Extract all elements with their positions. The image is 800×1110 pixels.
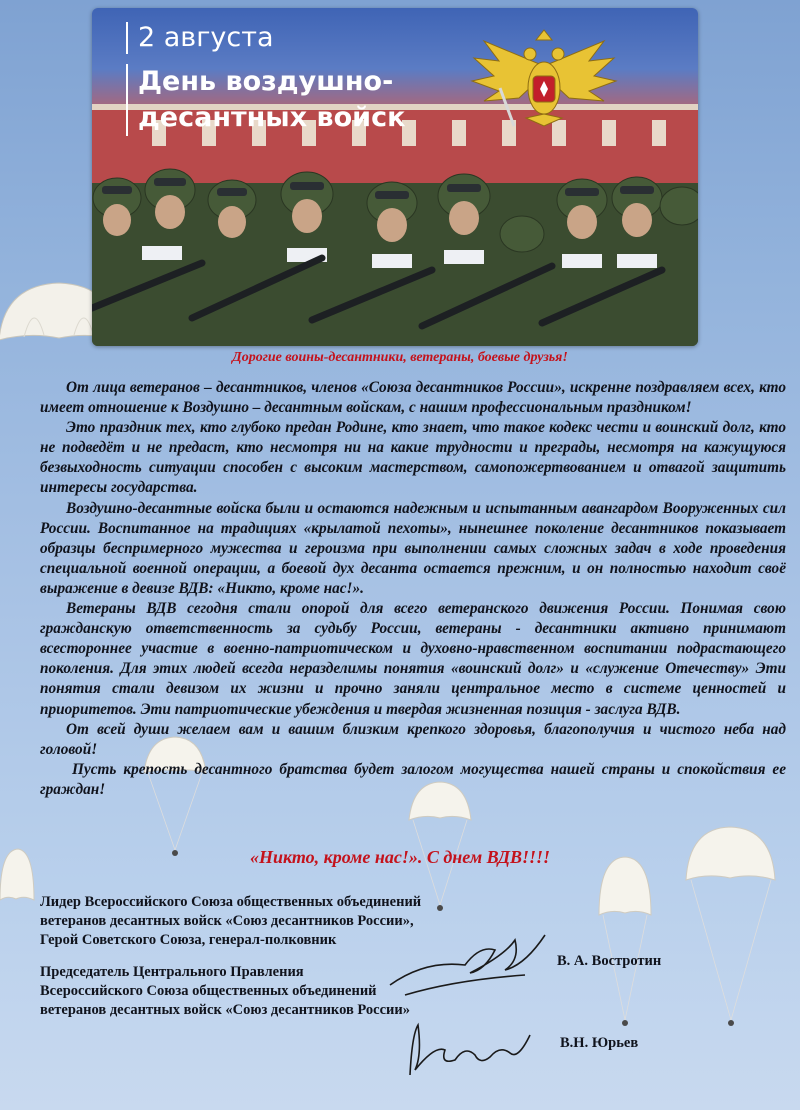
banner-date: 2 августа [126, 22, 274, 54]
signature-yuryev [400, 1015, 540, 1080]
signer-title-block [40, 963, 410, 1020]
letter-paragraph: От лица ветеранов – десантников, членов «Союза десантников России», искренне поздравляем всех, кто имеет отношение к Воздушно – десантным войскам, с нашим профессиональным праздником! [40, 379, 786, 417]
greeting-line: Дорогие воины-десантники, ветераны, боевые друзья! [232, 350, 568, 365]
letter-paragraph: Это праздник тех, кто глубоко предан Родине, кто знает, что такое кодекс чести и воинский долг, кто не подведёт и не предаст, кто несмотря ни на какие трудности и преграды, несмотря на кажущуюся безвыходность ситуации способен с высоким мастерством, самопожертвованием и отвагой защитить интересы государства. [40, 419, 786, 497]
motto-line: «Никто, кроме нас!». С днем ВДВ!!!! [249, 847, 551, 867]
letter-paragraph: Воздушно-десантные войска были и остаются надежным и испытанным авангардом Вооруженных сил России. Воспитанное на традициях «крылатой пехоты», нынешнее поколение десантников показывает образцы беспримерного мужества и героизма при выполнении самых сложных задач в ходе проведения специальной военной операции, а боевой дух десанта остается прежним, и он полностью находит своё выражение в девизе ВДВ: «Никто, кроме нас!». [40, 499, 786, 597]
holiday-banner [92, 8, 698, 346]
double-headed-eagle-emblem-icon [464, 26, 624, 136]
letter-paragraph: Ветераны ВДВ сегодня стали опорой для всего ветеранского движения России. Понимая свою гражданскую ответственность за судьбу России, ветераны - десантники активно принимают всестороннее участие в военно-патриотическом и духовно-нравственном воспитании подрастающего поколения. Для этих людей всегда неразделимы понятия «воинский долг» и «служение Отечеству» Эти понятия стали девизом их жизни и прочно заняли центральное место в системе ценностей и приоритетов. Эти патриотические убеждения и твердая жизненная позиция - заслуга ВДВ. [40, 600, 786, 718]
signer-title-line: ветеранов десантных войск «Союз десантников России», [40, 913, 414, 929]
signer-title-block [40, 893, 421, 950]
letter-body [40, 378, 786, 800]
signer-title-line: Герой Советского Союза, генерал-полковник [40, 932, 337, 948]
signer-title-line: Лидер Всероссийского Союза общественных объединений [40, 894, 422, 910]
signer-title-line: Председатель Центрального Правления [40, 964, 304, 980]
signer-name: В. А. Востротин [557, 953, 662, 969]
signer-name: В.Н. Юрьев [560, 1035, 639, 1051]
banner-holiday-title: День воздушно-десантных войск [126, 64, 478, 136]
signer-title-line: Всероссийского Союза общественных объединений [40, 983, 377, 999]
signature-vostrotin [385, 925, 555, 1000]
letter-paragraph: Пусть крепость десантного братства будет залогом могущества нашей страны и спокойствия ее граждан! [40, 760, 786, 798]
signer-title-line: ветеранов десантных войск «Союз десантников России» [40, 1002, 411, 1018]
parachute-icon [595, 855, 655, 1035]
letter-paragraph: От всей души желаем вам и вашим близким крепкого здоровья, благополучия и чистого неба над головой! [40, 720, 786, 758]
